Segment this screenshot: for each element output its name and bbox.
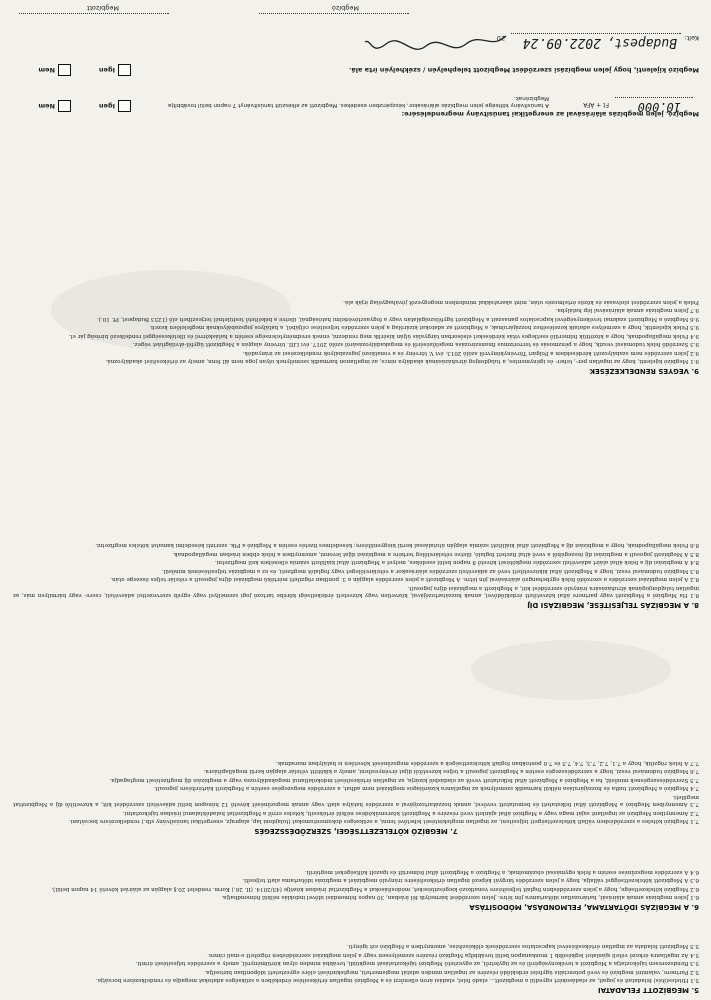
consent-yes-option[interactable] <box>99 100 131 112</box>
checkbox[interactable] <box>118 100 131 112</box>
no-label: Nem <box>38 66 55 74</box>
section-title: 6. A MEGBÍZÁS IDŐTARTAMA, FELMONDÁSA, MÓDOSÍTÁSA <box>469 903 699 911</box>
section-title: 7. MEGBÍZÓ KÖTELEZETTSÉGEI, SZERZŐDÉSSZEGÉS <box>254 827 458 835</box>
section-5 <box>13 941 699 994</box>
yes-label: Igen <box>98 102 115 110</box>
paragraph: 6.3 A Megbízott kötelezettséggel vállalja, hogy a jelen szerződés tárgyát képező ingatlan értékesítésére irányuló megbízást a megbízás időtartama alatt teljesíti. <box>242 877 699 884</box>
paragraph: 6.1 Jelen megbízás annak aláírását, határozatlan időtartamra jön létre. Jelen szerződést bármelyik fél írásban, 30 napos felmondási idővel indoklás nélkül felmondhatja. <box>221 894 699 900</box>
megbizo-signature-line <box>259 13 409 24</box>
paragraph: 9.4 Felek megállapodnak, hogy a közöttük felmerülő esetleges vitás kérdéseket elsősorban tárgyalás útján kísérlik meg rendezni, ennek eredménytelensége esetén a hatáskörrel és illetékességgel rendelkező bíróság jár el. <box>68 332 699 339</box>
paragraph: 7.6 Megbízó tudomásul veszi, hogy a szerződésszegés esetén a Megbízott jogosult a teljes közvetítői díjat érvényesíteni, amely a kikötött vételár alapján kerül megállapításra. <box>203 768 699 775</box>
paragraph: 9.5 Felek kijelentik, hogy a személyes adataik kezeléséhez hozzájárulnak, a Megbízott az adatokat kizárólag a jelen szerződés teljesítése céljából, a hatályos jogszabályoknak megfelelően kezeli. <box>149 324 699 331</box>
section-6 <box>13 866 699 914</box>
section-title: 5. MEGBÍZOTT FELADATAI <box>598 986 699 994</box>
paragraph: 8.5 A Megbízott jogosult a megbízási díj összegéből a vevő által fizetett foglaló, illetve vételárelőleg terhére a megbízási díjat levonni, amennyiben a felek ebben írásban megállapodnak. <box>172 550 699 557</box>
signature-area <box>13 4 699 24</box>
paragraph: 5.3 Rendszeresen tájékoztatja a Megbízót a tevékenységéről és az ügyletről, az egyeztető Megbízó tájékoztatását megküldi, továbbá minden olyan körülményről, amely a szerződés teljesítését érinti. <box>135 960 699 967</box>
section-title: 8. A MEGBÍZÁS TELJESÍTÉSE, MEGBÍZÁSI DÍJ <box>527 601 699 609</box>
paragraph: 8.3 Megbízó tudomásul veszi, hogy a Megbízott által kiközvetített vevő az adásvételi szerződés aláírásakor a vételárelőleget vagy foglalót megfizeti, és ez a megbízás teljesítésének minősül. <box>161 567 699 574</box>
year-prefix: 20 <box>496 34 505 42</box>
section-8 <box>13 540 699 612</box>
signing-location-consent <box>13 64 699 78</box>
paragraph: 7.4 Megbízó a Megbízott tudta és hozzájárulása nélkül harmadik személynek az ingatlanra kizárólagos megbízást nem adhat, a szerződés megszegése esetén a Megbízott kártérítésre jogosult. <box>153 785 699 792</box>
paragraph: 7.7 A felek rögzítik, hogy a 7.1, 7.2, 7.3, 7.4, 7.5 és 7.6 pontokban foglalt kötelezettségek a szerződés megszűnését követően is hatályban maradnak. <box>276 759 699 766</box>
date-line <box>13 30 699 52</box>
scan-smudge <box>471 640 671 700</box>
paragraph: 5.5 Megbízott feladata az ingatlan értékesítésével kapcsolatos szerződések előkészítése, amennyiben a Megbízó ezt igényli. <box>347 943 699 950</box>
consent-no-option[interactable] <box>38 100 71 112</box>
consent-question: Megbízó, jelen megbízás aláírásával az energetikai tanúsítvány megrendelésére: <box>401 110 699 118</box>
place-label: Kelt: <box>684 34 699 42</box>
amount-suffix: Ft + ÁFA <box>583 101 609 108</box>
section-9 <box>13 296 699 378</box>
no-label: Nem <box>38 102 55 110</box>
paragraph: 9.7 Jelen megbízás annak aláírásával lép hatályba. <box>555 307 699 314</box>
handwritten-place: Budapest, <box>606 35 677 50</box>
paragraph: 6.4 A szerződés megszűnése esetén a felek egymással elszámolnak, a Megbízó a Megbízott által felmerült és igazolt költségeket megtéríti. <box>304 868 699 875</box>
paragraph: 5.1 Hiteles(ítés) feladatait és jogait, az eladásokért egyedül a megbízott... eladó felel, eladási áron ellenőrzi és a Megbízó ingatlan értékesítése érdekében a szükséges adatokat megadja és rendelkezésre bocsátja. <box>95 977 699 983</box>
paragraph: 7.5 Szerződésszegésnek minősül, ha a Megbízó a Megbízott által felkutatott vevőt az eladásból kizárja, az ingatlan értékesítését indokolatlanul megakadályozza vagy a megbízási díj megfizetését megtagadja. <box>109 776 699 783</box>
checkbox[interactable] <box>118 64 131 76</box>
paragraph: 5.4 Az ingatlanra érkező vételi ajánlatot legkésőbb 1 munkanapon belül továbbítja Megbízó részére személyesen vagy a jelen megbízási szerződésben rögzített e-mail címre. <box>207 951 699 958</box>
paragraph: 8.6 Felek megállapodnak, hogy a megbízási díj a Megbízott által kiállított számla alapján átutalással kerül kiegyenlítésre; késedelmes fizetés esetén a Megbízó a Ptk. szerinti késedelmi kamatot köteles megfizetni. <box>95 542 699 549</box>
paragraph: 8.4 A megbízási díj a felek által aláírt adásvételi szerződés megkötését követő 8 napon belül esedékes, melyet a Megbízott által kiállított számla ellenében kell megfizetni. <box>214 559 699 566</box>
megbizo-label: Megbízó <box>331 4 359 12</box>
paragraph: 9.2 Jelen szerződés nem szabályozott kérdésekben a Polgári Törvénykönyvről szóló 2013. évi V. törvény és a vonatkozó jogszabályok rendelkezései az irányadók. <box>242 349 699 356</box>
paragraph: 9.3 Szerződő felek tudomásul veszik, hogy a pénzmosás és terrorizmus finanszírozása megelőzéséről és megakadályozásáról szóló 2017. évi LIII. törvény alapján a Megbízott ügyfél-átvilágítást végez. <box>132 341 699 348</box>
consent-yes-option[interactable] <box>99 64 131 76</box>
consent-note: A tanúsítvány költsége jelen megbízás aláírásakor, készpénzben esedékes. Megbízott az elkészült tanúsítványt 7 napon belül továbbítja Megbízónak. <box>168 95 549 108</box>
paragraph: 8.2 A jelen megbízási szerződés a szerződő felek egybehangzó aláírásával jön létre. A Megbízott a jelen szerződés alapján a 3. pontban rögzített mértékű megbízási díjra jogosult a vételár teljes összege után. <box>110 576 699 583</box>
checkbox[interactable] <box>58 100 71 112</box>
yes-label: Igen <box>98 66 115 74</box>
handwritten-date: 2022.09.24 <box>522 35 601 50</box>
paragraph: Felek a jelen szerződést elolvasás és közös értelmezés után, mint akaratukkal mindenben megegyezőt jóváhagyólag írják alá. <box>343 298 699 305</box>
megbizott-label: Megbízott <box>86 4 119 12</box>
checkbox[interactable] <box>58 64 71 76</box>
paragraph: 7.2 Amennyiben Megbízó az ingatlant saját maga vagy a Megbízó által ajánlott vevő részére a Megbízott közreműködése nélkül értékesíti, köteles erről a Megbízottat haladéktalanul írásban tájékoztatni. <box>122 809 699 816</box>
energy-certificate-consent <box>13 86 699 120</box>
handwritten-amount: 10.000 <box>637 100 681 114</box>
paragraph: 9.6 Megbízó a Megbízott szakmai tevékenységével kapcsolatos panaszait a Megbízott ügyfélszolgálatán vagy a fogyasztóvédelmi hatóságnál, illetve a békéltető testületnél terjesztheti elő (1253 Budapest, Pf. 10.). <box>96 315 699 322</box>
handwritten-signature-scribble <box>361 30 511 52</box>
megbizott-signature-line <box>19 13 169 24</box>
section-7 <box>13 757 699 838</box>
section-title: 9. VEGYES RENDELKEZÉSEK <box>589 367 699 375</box>
consent-no-option[interactable] <box>38 64 71 76</box>
paragraph: 9.1 Megbízó kijelenti, hogy az ingatlan per-, teher- és igénymentes, a tulajdonjog átruházásának akadálya nincs, az ingatlanon harmadik személynek olyan joga nem áll fenn, amely az értékesítést akadályozná. <box>105 358 699 364</box>
paragraph: 8.1 Ha Megbízó a Megbízott vagy partnere által közvetített érdeklődővel, annak hozzátartozójával, közvetlen vagy közvetett érdekeltségi körébe tartozó jogi személlyel vagy egyéb szervezettel adásvételi, csere- vagy bármilyen más, az ingatlan tulajdonjogának átruházására irányuló szerződést köt, a Megbízott a megbízási díjra jogosult. <box>13 584 699 598</box>
paragraph: 6.2 Megbízó kötelezettsége, hogy a jelen szerződésben foglalt teljesítésre vonatkozó kiegészítéseket, módosításokat a Megbízottal írásban közölje (45/2014. (II. 26.) Korm. rendelet 20.§ alapján az aláírást követő 14 napon belül). <box>51 885 699 892</box>
paragraph: 7.1 Megbízó köteles a szerződésben vállalt kötelezettségeit teljesíteni, az ingatlan megtekintését lehetővé tenni, a szükséges dokumentumokat (tulajdoni lap, alaprajz, energetikai tanúsítvány stb.) rendelkezésre bocsátani. <box>68 818 699 824</box>
consent-question: Megbízó kijelenti, hogy jelen megbízási szerződést Megbízott telephelyén / székhelyén írta alá. <box>348 66 699 74</box>
paragraph: 7.3 Amennyiben Megbízó a Megbízott által felkutatott és bemutatott vevővel, annak hozzátartozójával a szerződés hatálya alatt vagy annak megszűnését követő 12 hónapon belül adásvételi szerződést köt, a közvetítői díj a Megbízottat megilleti. <box>13 793 699 808</box>
paragraph: 5.2 Partnere, valamint megbízó és vevő potenciális ügyfelei érdeklődő részére az ingatlan minden adatát megismerteti, megtekintését előre egyeztetett időpontban biztosítja. <box>204 968 699 975</box>
